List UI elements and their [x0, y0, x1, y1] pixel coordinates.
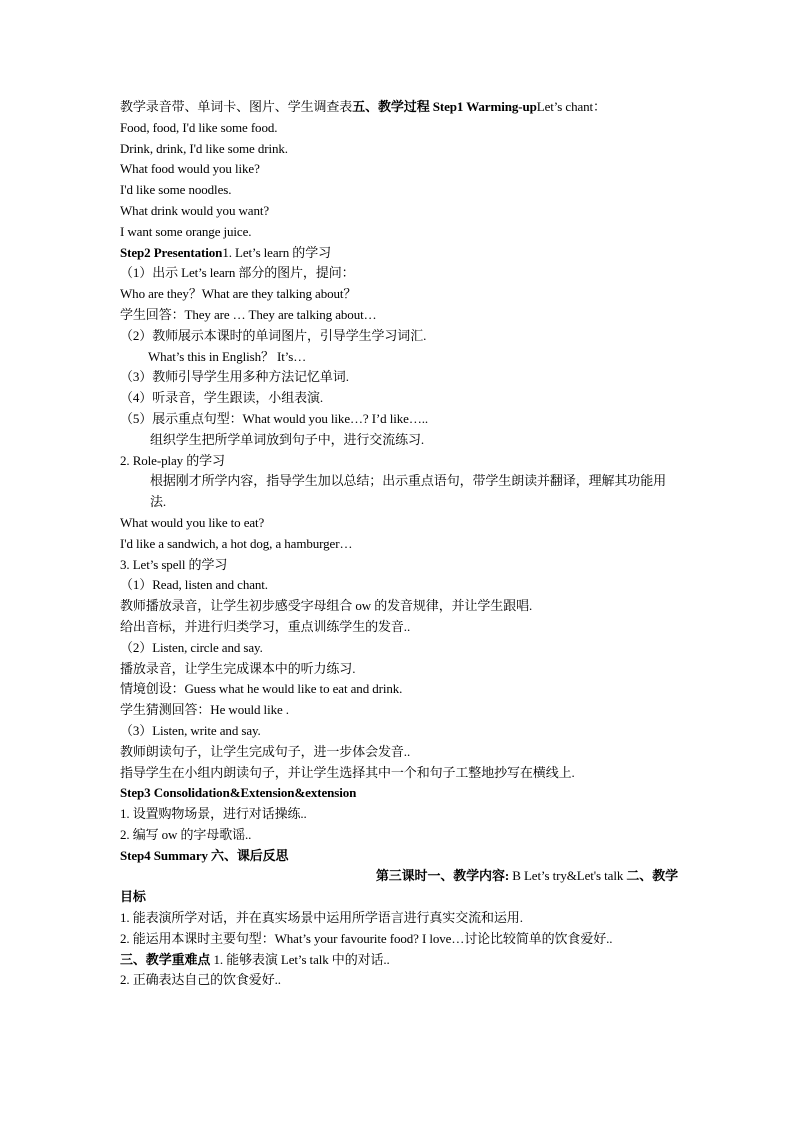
- text-segment: （3）教师引导学生用多种方法记忆单词.: [120, 369, 349, 385]
- text-line: [120, 409, 678, 430]
- text-line: [120, 284, 678, 305]
- text-segment: （4）听录音，学生跟读，小组表演.: [120, 390, 324, 406]
- text-segment: Drink, drink, I'd like some drink.: [120, 140, 288, 156]
- text-segment: What would you like to eat?: [120, 514, 265, 530]
- text-line: [120, 513, 678, 534]
- text-segment: 1. 能够表演 Let’s talk 中的对话..: [210, 951, 390, 967]
- text-line: [120, 555, 678, 576]
- text-segment: 教学录音带、单词卡、图片、学生调查表: [120, 99, 353, 114]
- text-segment: （1）出示 Let’s learn 部分的图片，提问：: [120, 265, 355, 281]
- text-line: [120, 575, 678, 596]
- text-line: [120, 825, 678, 846]
- bold-text-segment: 五、教学过程 Step1 Warming-up: [352, 99, 537, 114]
- text-segment: 播放录音，让学生完成课本中的听力练习.: [120, 660, 356, 676]
- text-line: [120, 846, 678, 867]
- text-segment: 学生猜测回答：He would like .: [120, 702, 289, 718]
- text-line: [120, 617, 678, 638]
- text-line: [120, 118, 678, 139]
- text-line: [120, 180, 678, 201]
- bold-text-segment: 三、教学重难点: [120, 951, 211, 967]
- text-line: [120, 451, 678, 472]
- text-segment: I want some orange juice.: [120, 223, 252, 239]
- text-segment: （2）Listen, circle and say.: [120, 639, 263, 655]
- text-segment: 2. 编写 ow 的字母歌谣..: [120, 826, 252, 842]
- document-body: [120, 97, 678, 991]
- text-line: [120, 430, 678, 451]
- text-line: [120, 804, 678, 825]
- text-line: [120, 679, 678, 700]
- text-line: [120, 243, 678, 264]
- text-line: [120, 159, 678, 180]
- text-segment: 根据刚才所学内容，指导学生加以总结；出示重点语句，带学生朗读并翻译，理解其功能用法.: [150, 473, 667, 510]
- text-segment: 2. Role-play 的学习: [120, 452, 225, 468]
- text-line: [120, 222, 678, 243]
- text-line: [120, 201, 678, 222]
- text-line: [120, 471, 678, 513]
- bold-text-segment: Step3 Consolidation&Extension&extension: [120, 785, 357, 801]
- text-segment: Who are they？What are they talking about？: [120, 286, 357, 302]
- text-segment: Let’s chant：: [536, 99, 606, 114]
- text-line: [120, 721, 678, 742]
- text-segment: 给出音标，并进行归类学习，重点训练学生的发音..: [120, 618, 411, 634]
- text-segment: 2. 能运用本课时主要句型：What’s your favourite food? I love…讨论比较简单的饮食爱好..: [120, 930, 613, 946]
- text-segment: Food, food, I'd like some food.: [120, 119, 278, 135]
- text-segment: （2）教师展示本课时的单词图片，引导学生学习词汇.: [120, 327, 427, 343]
- text-segment: 教师朗读句子，让学生完成句子，进一步体会发音..: [120, 743, 411, 759]
- text-line: [120, 700, 678, 721]
- bold-text-segment: 第三课时一、教学内容:: [375, 868, 510, 884]
- text-line: [120, 347, 678, 368]
- text-segment: I'd like a sandwich, a hot dog, a hamburger…: [120, 535, 353, 551]
- text-line: [120, 763, 678, 784]
- text-segment: I'd like some noodles.: [120, 182, 232, 198]
- text-line: [120, 97, 678, 118]
- text-segment: What drink would you want?: [120, 202, 270, 218]
- text-segment: （5）展示重点句型：What would you like…? I’d like…..: [120, 410, 429, 426]
- text-line: [120, 263, 678, 284]
- text-segment: What’s this in English？ It’s…: [148, 348, 307, 364]
- text-line: [120, 783, 678, 804]
- text-segment: 1. Let’s learn 的学习: [222, 244, 332, 260]
- text-line: [120, 908, 678, 929]
- bold-text-segment: Step2 Presentation: [120, 244, 223, 260]
- text-line: [120, 887, 678, 908]
- text-line: [120, 970, 678, 991]
- bold-text-segment: 二、教学: [626, 868, 678, 884]
- text-line: [120, 950, 678, 971]
- text-line: [120, 305, 678, 326]
- text-line: [120, 388, 678, 409]
- text-line: [120, 866, 678, 887]
- text-line: [120, 534, 678, 555]
- text-segment: 指导学生在小组内朗读句子，并让学生选择其中一个和句子工整地抄写在横线上.: [120, 764, 575, 780]
- text-segment: （1）Read, listen and chant.: [120, 577, 268, 593]
- text-line: [120, 659, 678, 680]
- text-segment: 组织学生把所学单词放到句子中，进行交流练习.: [150, 431, 425, 447]
- bold-text-segment: 目标: [120, 889, 146, 905]
- text-line: [120, 139, 678, 160]
- text-line: [120, 596, 678, 617]
- text-segment: What food would you like?: [120, 161, 260, 177]
- text-segment: 情境创设：Guess what he would like to eat and drink.: [120, 681, 403, 697]
- text-segment: （3）Listen, write and say.: [120, 722, 261, 738]
- bold-text-segment: Step4 Summary 六、课后反思: [120, 847, 289, 863]
- text-segment: B Let’s try&Let's talk: [509, 868, 627, 884]
- text-line: [120, 367, 678, 388]
- text-line: [120, 742, 678, 763]
- text-line: [120, 326, 678, 347]
- text-segment: 2. 正确表达自己的饮食爱好..: [120, 972, 281, 988]
- text-segment: 1. 设置购物场景，进行对话操练..: [120, 806, 307, 822]
- text-segment: 1. 能表演所学对话，并在真实场景中运用所学语言进行真实交流和运用.: [120, 910, 523, 926]
- text-line: [120, 929, 678, 950]
- text-segment: 3. Let’s spell 的学习: [120, 556, 228, 572]
- text-segment: 教师播放录音，让学生初步感受字母组合 ow 的发音规律，并让学生跟唱.: [120, 598, 533, 614]
- text-segment: 学生回答：They are … They are talking about…: [120, 306, 377, 322]
- text-line: [120, 638, 678, 659]
